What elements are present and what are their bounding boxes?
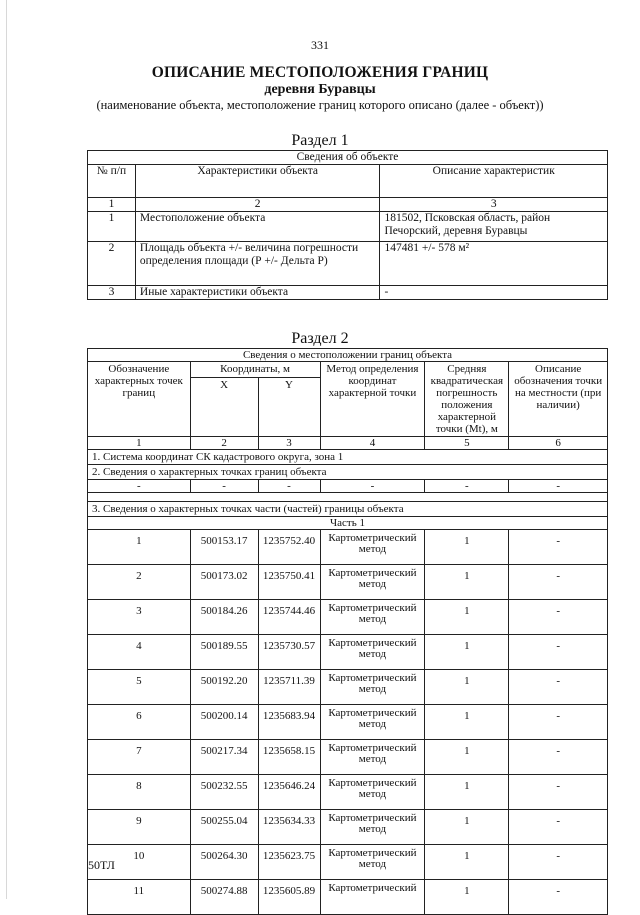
index-cell: 1 (88, 198, 136, 212)
error-cell: 1 (425, 530, 509, 565)
point-number: 4 (88, 635, 191, 670)
error-cell: 1 (425, 600, 509, 635)
boundary-points-line: 2. Сведения о характерных точках границ объекта (88, 465, 608, 480)
coord-y: 1235730.57 (258, 635, 320, 670)
boundary-header: Сведения о местоположении границ объекта (88, 349, 608, 362)
index-cell: 5 (425, 437, 509, 450)
col-char-header: Характеристики объекта (135, 165, 380, 198)
table-row (88, 670, 608, 705)
coord-x: 500153.17 (190, 530, 258, 565)
error-cell: 1 (425, 810, 509, 845)
index-cell: 3 (258, 437, 320, 450)
point-description: - (509, 740, 608, 775)
document-subtitle: деревня Буравцы (264, 82, 376, 97)
boundary-table (87, 348, 608, 915)
table-row (88, 565, 608, 600)
error-cell: 1 (425, 880, 509, 915)
error-cell: 1 (425, 705, 509, 740)
coord-y: 1235683.94 (258, 705, 320, 740)
coord-y: 1235634.33 (258, 810, 320, 845)
point-description: - (509, 670, 608, 705)
row-description: 147481 +/- 578 м² (380, 242, 608, 286)
col-y-header: Y (258, 378, 320, 437)
point-description: - (509, 775, 608, 810)
point-number: 9 (88, 810, 191, 845)
section2-title: Раздел 2 (291, 330, 349, 347)
object-info-header: Сведения об объекте (88, 151, 608, 165)
col-num-header: № п/п (88, 165, 136, 198)
point-number: 6 (88, 705, 191, 740)
page-number: 331 (311, 38, 329, 52)
point-number: 8 (88, 775, 191, 810)
coord-y: 1235750.41 (258, 565, 320, 600)
table-row (88, 635, 608, 670)
point-number: 2 (88, 565, 191, 600)
dash-cell: - (425, 480, 509, 493)
error-cell: 1 (425, 740, 509, 775)
table-row (88, 600, 608, 635)
point-description: - (509, 810, 608, 845)
coord-x: 500192.20 (190, 670, 258, 705)
dash-cell: - (190, 480, 258, 493)
col-x-header: X (190, 378, 258, 437)
point-number: 10 (88, 845, 191, 880)
row-description: - (380, 286, 608, 300)
coord-x: 500189.55 (190, 635, 258, 670)
method-cell: Картометрический метод (320, 635, 425, 670)
table-row (88, 775, 608, 810)
table-row (88, 705, 608, 740)
row-characteristic: Иные характеристики объекта (135, 286, 380, 300)
boundary-points (88, 530, 608, 915)
coord-x: 500173.02 (190, 565, 258, 600)
point-description: - (509, 530, 608, 565)
index-cell: 2 (190, 437, 258, 450)
method-cell: Картометрический метод (320, 740, 425, 775)
col-desc-header: Описание характеристик (380, 165, 608, 198)
row-characteristic: Местоположение объекта (135, 212, 380, 242)
point-description: - (509, 565, 608, 600)
method-cell: Картометрический метод (320, 775, 425, 810)
coord-y: 1235711.39 (258, 670, 320, 705)
error-cell: 1 (425, 565, 509, 600)
object-note: (наименование объекта, местоположение границ которого описано (далее - объект)) (96, 98, 544, 112)
coord-y: 1235658.15 (258, 740, 320, 775)
index-cell: 6 (509, 437, 608, 450)
row-number: 3 (88, 286, 136, 300)
col-error-header: Средняя квадратическая погрешность положения характерной точки (Mt), м (425, 362, 509, 437)
method-cell: Картометрический метод (320, 810, 425, 845)
error-cell: 1 (425, 775, 509, 810)
point-number: 11 (88, 880, 191, 915)
error-cell: 1 (425, 635, 509, 670)
coord-y: 1235605.89 (258, 880, 320, 915)
coord-x: 500232.55 (190, 775, 258, 810)
point-description: - (509, 635, 608, 670)
method-cell: Картометрический метод (320, 530, 425, 565)
method-cell: Картометрический метод (320, 565, 425, 600)
point-number: 7 (88, 740, 191, 775)
part-label: Часть 1 (88, 517, 608, 530)
coord-x: 500184.26 (190, 600, 258, 635)
footer-code: 50ТЛ (88, 858, 115, 872)
spacer-row (88, 493, 608, 502)
object-info-table (87, 150, 608, 300)
dash-cell: - (258, 480, 320, 493)
coord-y: 1235752.40 (258, 530, 320, 565)
error-cell: 1 (425, 845, 509, 880)
row-characteristic: Площадь объекта +/- величина погрешности определения площади (Р +/- Дельта Р) (135, 242, 380, 286)
table-row (88, 880, 608, 915)
coord-y: 1235623.75 (258, 845, 320, 880)
col-coords-header: Координаты, м (190, 362, 320, 378)
coord-x: 500200.14 (190, 705, 258, 740)
point-description: - (509, 880, 608, 915)
table-row (88, 212, 608, 242)
coord-y: 1235646.24 (258, 775, 320, 810)
row-number: 1 (88, 212, 136, 242)
method-cell: Картометрический метод (320, 845, 425, 880)
index-cell: 2 (135, 198, 380, 212)
point-description: - (509, 705, 608, 740)
coord-y: 1235744.46 (258, 600, 320, 635)
index-cell: 1 (88, 437, 191, 450)
method-cell: Картометрический метод (320, 670, 425, 705)
dash-cell: - (509, 480, 608, 493)
point-number: 5 (88, 670, 191, 705)
dash-cell: - (88, 480, 191, 493)
point-description: - (509, 845, 608, 880)
row-number: 2 (88, 242, 136, 286)
table-row (88, 286, 608, 300)
method-cell: Картометрический метод (320, 600, 425, 635)
coord-x: 500255.04 (190, 810, 258, 845)
table-row (88, 845, 608, 880)
point-number: 1 (88, 530, 191, 565)
coordinate-system-line: 1. Система координат СК кадастрового округа, зона 1 (88, 450, 608, 465)
coord-x: 500264.30 (190, 845, 258, 880)
index-cell: 4 (320, 437, 425, 450)
coord-x: 500274.88 (190, 880, 258, 915)
document-title: ОПИСАНИЕ МЕСТОПОЛОЖЕНИЯ ГРАНИЦ (151, 64, 489, 81)
table-row (88, 740, 608, 775)
point-description: - (509, 600, 608, 635)
row-description: 181502, Псковская область, район Печорский, деревня Буравцы (380, 212, 608, 242)
table-row (88, 530, 608, 565)
col-designation-header: Обозначение характерных точек границ (88, 362, 191, 437)
index-cell: 3 (380, 198, 608, 212)
method-cell: Картометрический (320, 880, 425, 915)
method-cell: Картометрический метод (320, 705, 425, 740)
coord-x: 500217.34 (190, 740, 258, 775)
part-points-line: 3. Сведения о характерных точках части (частей) границы объекта (88, 502, 608, 517)
point-number: 3 (88, 600, 191, 635)
col-method-header: Метод определения координат характерной точки (320, 362, 425, 437)
table-row (88, 242, 608, 286)
dash-cell: - (320, 480, 425, 493)
section1-title: Раздел 1 (291, 132, 349, 149)
error-cell: 1 (425, 670, 509, 705)
table-row (88, 810, 608, 845)
col-description-header: Описание обозначения точки на местности (при наличии) (509, 362, 608, 437)
